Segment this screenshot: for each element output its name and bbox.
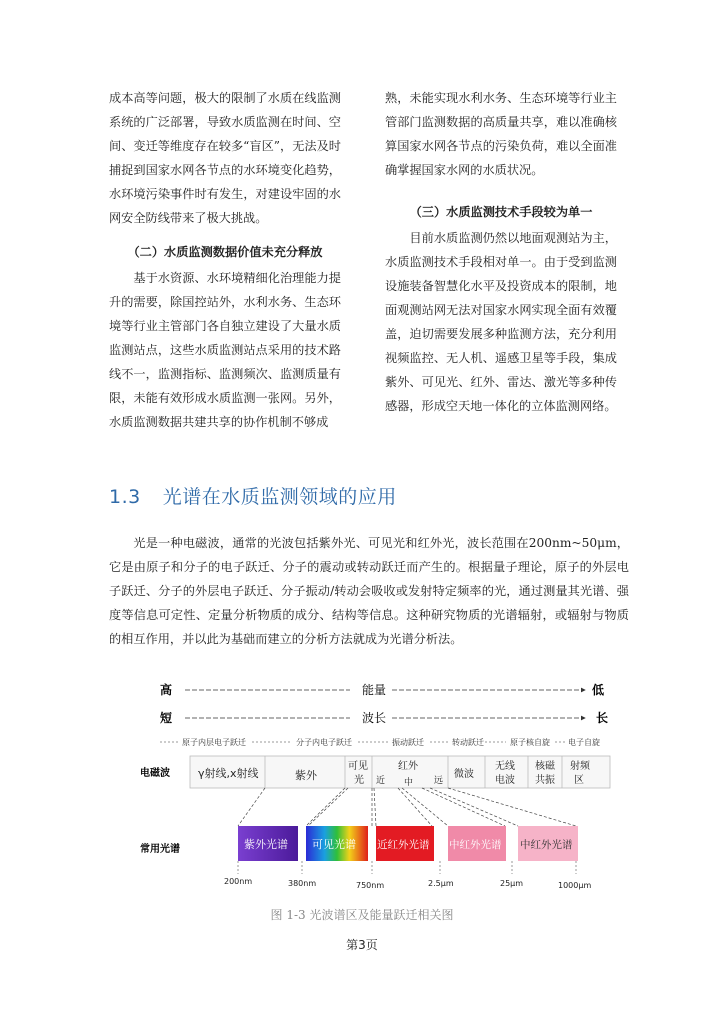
band-vis-2: 光 [354,775,364,786]
page-number: 第3页 [346,938,378,952]
spectrum-figure [140,676,620,901]
section-number: 1.3 [109,486,141,508]
band-nmr-1: 核磁 [535,761,555,772]
energy-low-label: 低 [592,683,605,697]
common-spectra-label: 常用光谱 [140,844,180,855]
figure-caption: 图 1-3 光波谱区及能量跃迁相关图 [270,908,454,922]
tick-2-5um: 2.5μm [428,879,454,888]
band-ir-far: 远 [434,776,444,786]
left-paragraph-2: 基于水资源、水环境精细化治理能力提升的需要，除国控站外，水利水务、生态环境等行业主管部门各自独立建设了大量水质监测站点，这些水质监测站点采用的技术路线不一，监测指标、监测频次、监测质量有限，未能有效形成水质监测一张网。另外，水质监测数据共建共享的协作机制不够成 [109,271,341,429]
band-ir: 红外 [398,761,418,772]
transition-electron-spin: 电子自旋 [568,738,600,747]
subheading-data-value: （二）水质监测数据价值未充分释放 [127,245,323,259]
tick-380nm: 380nm [288,879,317,888]
right-paragraph-1: 熟，未能实现水利水务、生态环境等行业主管部门监测数据的高质量共享，难以准确核算国家水网各节点的污染负荷，难以全面准确掌握国家水网的水质状况。 [385,91,617,177]
subheading-tech-single: （三）水质监测技术手段较为单一 [409,205,593,219]
band-ir-near: 近 [376,776,386,786]
transition-rotation: 转动跃迁 [452,738,484,747]
transition-nuclear-spin: 原子核自旋 [510,738,550,747]
wave-label: 波长 [362,711,387,725]
band-nmr-2: 共振 [535,775,555,786]
section-heading [109,482,397,509]
band-gamma: γ射线,x射线 [198,767,259,780]
wave-short-label: 短 [160,711,173,725]
main-paragraph: 光是一种电磁波，通常的光波包括紫外光、可见光和红外光，波长范围在200nm~50μm，它是由原子和分子的电子跃迁、分子的震动或转动跃迁而产生的。根据量子理论，原子的外层电子跃迁、分子的外层电子跃迁、分子振动/转动会吸收或发射特定频率的光，通过测量其光谱、强度等信息可定性、定量分析物质的成分、结构等信息。这种研究物质的光谱辐射，或辐射与物质的相互作用，并以此为基础而建立的分析方法就成为光谱分析法。 [109,536,629,646]
band-radio-2: 电波 [495,775,515,786]
energy-high-label: 高 [160,683,173,697]
band-vis-1: 可见 [348,761,368,772]
band-rf-2: 区 [574,775,584,786]
band-ir-mid: 中 [404,778,414,788]
tick-1000um: 1000μm [558,881,592,890]
tick-25um: 25μm [500,879,524,888]
spectrum-mir-2-label: 中红外光谱 [520,839,573,851]
band-microwave: 微波 [454,769,474,780]
transition-molecular-electron: 分子内电子跃迁 [296,738,352,747]
right-column [385,86,617,418]
band-rf-1: 射频 [570,761,590,772]
wave-long-label: 长 [596,711,609,725]
band-uv: 紫外 [295,769,317,782]
transition-inner-electron: 原子内层电子跃迁 [182,738,246,747]
right-paragraph-2: 目前水质监测仍然以地面观测站为主，水质监测技术手段相对单一。由于受到监测设施装备智慧化水平及投资成本的限制，地面观测站网无法对国家水网实现全面有效覆盖，迫切需要发展多种监测方法，充分利用视频监控、无人机、遥感卫星等手段，集成紫外、可见光、红外、雷达、激光等多种传感器，形成空天地一体化的立体监测网络。 [385,231,617,413]
em-wave-label: 电磁波 [140,768,170,779]
transition-vibration: 振动跃迁 [392,738,424,747]
band-radio-1: 无线 [495,761,515,772]
energy-label: 能量 [362,683,387,697]
tick-750nm: 750nm [356,881,385,890]
left-column [109,86,341,434]
spectrum-nir-label: 近红外光谱 [377,839,430,851]
spectrum-mir-label: 中红外光谱 [449,839,502,851]
tick-200nm: 200nm [224,877,253,886]
left-paragraph-1: 成本高等问题，极大的限制了水质在线监测系统的广泛部署，导致水质监测在时间、空间、变迁等维度存在较多“盲区”，无法及时捕捉到国家水网各节点的水环境变化趋势，水环境污染事件时有发生，对建设牢固的水网安全防线带来了极大挑战。 [109,91,341,225]
section-title-text: 光谱在水质监测领域的应用 [162,486,397,508]
spectrum-uv-label: 紫外光谱 [244,838,288,851]
spectrum-visible-label: 可见光谱 [312,838,356,851]
